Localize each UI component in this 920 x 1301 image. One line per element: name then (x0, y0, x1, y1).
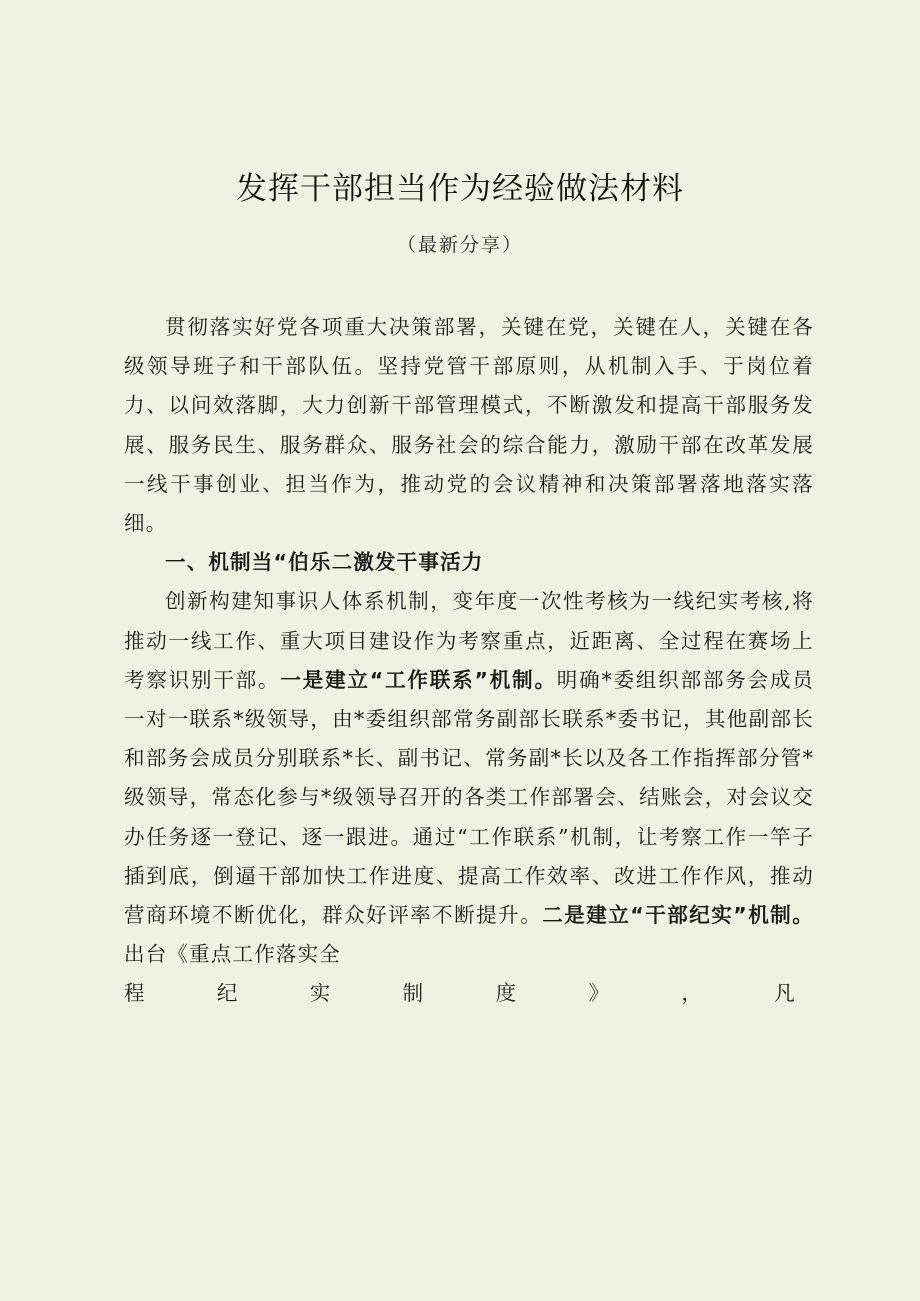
section-1-text-c: 出台《重点工作落实全 (124, 942, 341, 967)
section-heading-1: 一、机制当“伯乐二激发干事活力 (165, 550, 484, 575)
document-title: 发挥干部担当作为经验做法材料 (236, 171, 684, 207)
spread-char: ， (681, 981, 704, 1006)
spread-char: 凡 (774, 981, 796, 1006)
spread-char: 纪 (216, 981, 239, 1006)
section-1-text-a: 创新构建知事识人体系机制，变年度一次性考核为一线纪实考核,将推动一线工作、重大项目建设作为考察重点，近距离、全过程在赛场上考察识别干部。 (124, 589, 814, 692)
spread-char: 程 (124, 981, 146, 1006)
section-1-bold-2: 二是建立“干部纪实”机制。 (542, 903, 814, 928)
spread-char: 实 (309, 981, 332, 1006)
section-1-paragraph (124, 582, 814, 974)
section-1-text-b: 明确*委组织部部务会成员一对一联系*级领导，由*委组织部常务副部长联系*委书记，其他副部长和部务会成员分别联系*长、副书记、常务副*长以及各工作指挥部分管*级领导，常态化参与*级领导召开的各类工作部署会、结账会，对会议交办任务逐一登记、逐一跟进。通过“工作联系”机制，让考察工作一竿子插到底，倒逼干部加快工作进度、提高工作效率、改进工作作风，推动营商环境不断优化，群众好评率不断提升。 (124, 667, 815, 928)
spread-char: 制 (402, 981, 425, 1006)
spread-last-line (124, 974, 796, 1013)
spread-char: 》 (588, 981, 611, 1006)
spread-char: 度 (495, 981, 518, 1006)
document-body (124, 308, 814, 1014)
document-subtitle: （最新分享） (396, 234, 523, 256)
intro-paragraph: 贯彻落实好党各项重大决策部署，关键在党，关键在人，关键在各级领导班子和干部队伍。坚持党管干部原则，从机制入手、于岗位着力、以问效落脚，大力创新干部管理模式，不断激发和提高干部服务发展、服务民生、服务群众、服务社会的综合能力，激励干部在改革发展一线干事创业、担当作为，推动党的会议精神和决策部署落地落实落细。 (124, 315, 814, 536)
section-1-bold-1: 一是建立“工作联系”机制。 (280, 667, 557, 692)
